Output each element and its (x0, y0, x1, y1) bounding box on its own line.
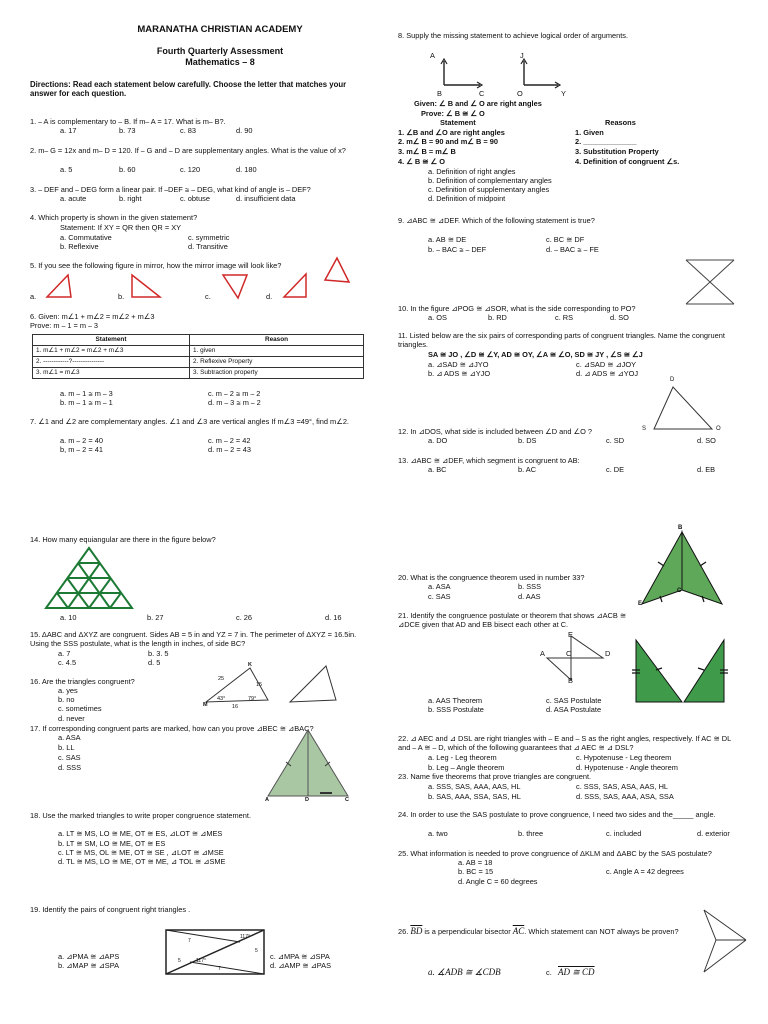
q25-option-b[interactable]: b. BC = 15 (458, 867, 494, 876)
q18-option-c[interactable]: c. LT ≅ MS, OL ≅ ME, OT ≅ SE , ⊿LOT ≅ ⊿MSE (58, 848, 224, 857)
q19-option-d[interactable]: d. ⊿AMP ≅ ⊿PAS (270, 961, 332, 970)
q8-reason-4: 4. Definition of congruent ∠s. (575, 157, 680, 166)
q5-option-b[interactable]: b. (118, 292, 125, 301)
q6-prove: Prove: m ⎯ 1 = m ⎯ 3 (30, 321, 98, 330)
q24-stem: 24. In order to use the SAS postulate to prove congruence, I need two sides and the_____ angle. (398, 810, 716, 819)
q17-label-a: A (265, 797, 269, 803)
q25-option-d[interactable]: d. Angle C = 60 degrees (458, 877, 538, 886)
q26-option-c-letter[interactable]: c. (546, 968, 552, 977)
q4-option-d[interactable]: d. Transitive (188, 242, 228, 251)
q10-option-c[interactable]: c. RS (555, 313, 574, 322)
q14-option-d[interactable]: d. 16 (325, 613, 342, 622)
q21-label-d: D (605, 649, 611, 658)
q5-option-c[interactable]: c. (205, 292, 211, 301)
q8-reason-1: 1. Given (575, 128, 604, 137)
q26-tail-text: . Which statement can NOT always be proven? (524, 927, 679, 936)
q21-option-a[interactable]: a. AAS Theorem (428, 696, 483, 705)
q15-option-d[interactable]: d. 5 (148, 658, 161, 667)
q12-triangle (650, 384, 720, 434)
q19-angle-1: 117° (240, 934, 250, 940)
q10-option-b[interactable]: b. RD (488, 313, 507, 322)
directions: Directions: Read each statement below carefully. Choose the letter that matches your answer for each question. (30, 80, 347, 99)
q6-option-c[interactable]: c. m ⎯ 2 ≅ m ⎯ 2 (208, 389, 261, 398)
table-row (33, 357, 364, 368)
q21-option-b[interactable]: b. SSS Postulate (428, 705, 484, 714)
q5-option-d-triangle (280, 270, 310, 302)
q14-option-c[interactable]: c. 26 (236, 613, 253, 622)
q15-option-c[interactable]: c. 4.5 (58, 658, 77, 667)
q10-option-d[interactable]: d. SO (610, 313, 629, 322)
subject-title: Mathematics – 8 (185, 57, 255, 67)
q11-option-d[interactable]: d. ⊿ ADS ≅ ⊿YOJ (576, 369, 639, 378)
q19-side-2: 5 (255, 948, 258, 954)
q19-figure (160, 920, 270, 980)
table-row (33, 368, 364, 379)
q1-option-b[interactable]: b. 73 (119, 126, 136, 135)
q6-proof-table (32, 334, 364, 379)
q19-option-c[interactable]: c. ⊿MPA ≅ ⊿SPA (270, 952, 330, 961)
q21-figure (545, 632, 615, 686)
q12-option-a[interactable]: a. DO (428, 436, 448, 445)
q20-label-e: E (638, 601, 643, 607)
q3-option-d[interactable]: d. insufficient data (236, 194, 296, 203)
q6-option-d[interactable]: d. m ⎯ 3 ≅ m ⎯ 2 (208, 398, 261, 407)
q11-stem: 11. Listed below are the six pairs of corresponding parts of congruent triangles. Name the congruent triangles. (398, 331, 725, 349)
q20-label-c: C (677, 588, 682, 594)
q16-side-25: 25 (218, 676, 225, 682)
q7-option-c[interactable]: c. m ⎯ 2 = 42 (208, 436, 251, 445)
q9-option-a[interactable]: a. AB ≅ DE (428, 235, 467, 244)
q8-label-j: J (520, 51, 524, 60)
q21-label-b: B (568, 676, 573, 685)
q12-label-o: O (716, 426, 721, 432)
q4-stem: 4. Which property is shown in the given statement? (30, 213, 198, 222)
q17-option-b[interactable]: b. LL (58, 743, 75, 752)
q6-row3-reason: 3. Subtraction property (190, 368, 364, 379)
q26-option-a[interactable]: a. ∡ADB ≅ ∡CDB (428, 967, 501, 977)
q7-option-b[interactable]: b, m ⎯ 2 = 41 (60, 445, 103, 454)
q3-stem: 3. ⎯ DEF and ⎯ DEG form a linear pair. If ⎯DEF ≅ ⎯ DEG, what kind of angle is ⎯ DEF? (30, 185, 311, 194)
q3-option-b[interactable]: b. right (119, 194, 142, 203)
q8-col-statement: Statement (440, 118, 476, 127)
q6-col-reason: Reason (190, 335, 364, 346)
q6-given: 6. Given: m∠1 + m∠2 = m∠2 + m∠3 (30, 312, 155, 321)
q7-option-d[interactable]: d. m ⎯ 2 = 43 (208, 445, 251, 454)
q5-option-a-triangle (44, 272, 74, 302)
q4-statement: Statement: If XY = QR then QR = XY (60, 223, 182, 232)
q7-stem: 7. ∠1 and ∠2 are complementary angles. ∠1 and ∠3 are vertical angles If m∠3 =49°, find m∠2. (30, 417, 349, 426)
q9-stem: 9. ⊿ABC ≅ ⊿DEF. Which of the following statement is true? (398, 216, 595, 225)
q10-stem: 10. In the figure ⊿POG ≅ ⊿SOR, what is the side corresponding to PO? (398, 304, 636, 313)
q21-option-d[interactable]: d. ASA Postulate (546, 705, 602, 714)
q13-option-d[interactable]: d. EB (697, 465, 716, 474)
q13-option-b[interactable]: b. AC (518, 465, 537, 474)
q6-row1-statement: 1. m∠1 + m∠2 = m∠2 + m∠3 (33, 346, 190, 357)
q12-label-d: D (670, 377, 675, 383)
q11-pairs: SA ≅ JO , ∠D ≅ ∠Y, AD ≅ OY, ∠A ≅ ∠O, SD ≅ JY , ∠S ≅ ∠J (428, 350, 643, 359)
q16-stem: 16. Are the triangles congruent? (30, 677, 135, 686)
q25-option-a[interactable]: a. AB = 18 (458, 858, 493, 867)
q6-row2-statement: 2. ------------?--------------- (33, 357, 190, 368)
q17-option-a[interactable]: a. ASA (58, 733, 81, 742)
q22-option-b[interactable]: b. Leg – Angle theorem (428, 763, 505, 772)
q18-stem: 18. Use the marked triangles to write proper congruence statement. (30, 811, 252, 820)
q14-option-b[interactable]: b. 27 (147, 613, 164, 622)
q3-option-a[interactable]: a. acute (60, 194, 87, 203)
q14-option-a[interactable]: a. 10 (60, 613, 77, 622)
q13-stem: 13. ⊿ABC ≅ ⊿DEF, which segment is congruent to AB: (398, 456, 580, 465)
q14-stem: 14. How many equiangular are there in the figure below? (30, 535, 216, 544)
q23-option-b[interactable]: b. SAS, AAA, SSA, SAS, HL (428, 792, 521, 801)
q20-figure (640, 528, 724, 612)
q17-option-d[interactable]: d. SSS (58, 763, 82, 772)
q22-option-d[interactable]: d. Hypotenuse - Angle theorem (576, 763, 678, 772)
q15-option-a[interactable]: a. 7 (58, 649, 71, 658)
q20-option-d[interactable]: d. AAS (518, 592, 541, 601)
q26-option-c[interactable]: AD ≅ CD (558, 967, 595, 977)
q18-option-d[interactable]: d. TL ≅ MS, LO ≅ ME, OT ≅ ME, ⊿ TOL ≅ ⊿SME (58, 857, 226, 866)
q8-label-b: B (437, 89, 442, 98)
q20-option-b[interactable]: b. SSS (518, 582, 542, 591)
q8-given: Given: ∠ B and ∠ O are right angles (414, 99, 542, 108)
school-name: MARANATHA CHRISTIAN ACADEMY (137, 24, 303, 35)
q5-option-b-triangle (128, 272, 164, 302)
q16-option-b[interactable]: b. no (58, 695, 75, 704)
q2-stem: 2. m⎯ G = 12x and m⎯ D = 120. If ⎯ G and ⎯ D are supplementary angles. What is the value of x? (30, 146, 346, 155)
assessment-title: Fourth Quarterly Assessment (156, 46, 284, 56)
q23-option-a[interactable]: a. SSS, SAS, AAA, AAS, HL (428, 782, 521, 791)
q3-option-c[interactable]: c. obtuse (180, 194, 210, 203)
q2-option-d[interactable]: d. 180 (236, 165, 257, 174)
q16-option-a[interactable]: a. yes (58, 686, 78, 695)
q8-prove: Prove: ∠ B ≅ ∠ O (421, 109, 485, 118)
q17-label-d: D (305, 797, 309, 803)
q19-side-1: 7 (188, 938, 191, 944)
q8-option-c[interactable]: c. Definition of supplementary angles (428, 185, 550, 194)
q13-option-a[interactable]: a. BC (428, 465, 447, 474)
q21-option-c[interactable]: c. SAS Postulate (546, 696, 602, 705)
q9-option-d[interactable]: d. ⎯ BAC ≅ ⎯ FE (546, 245, 599, 254)
q2-option-c[interactable]: c. 120 (180, 165, 201, 174)
q6-row1-reason: 1. given (190, 346, 364, 357)
q12-option-c[interactable]: c. SD (606, 436, 625, 445)
q8-angle-figure (430, 55, 570, 95)
q8-label-c: C (479, 89, 485, 98)
q21-label-c: C (566, 649, 572, 658)
q24-option-d[interactable]: d. exterior (697, 829, 730, 838)
q15-stem: 15. ΔABC and ΔXYZ are congruent. Sides AB = 5 in and YZ = 7 in. The perimeter of ΔXYZ = 16.5in. Using the SSS postulate, what is the length in inches, of side BC? (30, 630, 357, 648)
q19-option-a[interactable]: a. ⊿PMA ≅ ⊿APS (58, 952, 120, 961)
q25-stem: 25. What information is needed to prove congruence of ΔKLM and ΔABC by the SAS postulate? (398, 849, 712, 858)
q8-statement-3: 3. m∠ B = m∠ B (398, 147, 456, 156)
q1-stem: 1. ⎯ A is complementary to ⎯ B. If m⎯ A = 17. What is m⎯ B?. (30, 117, 226, 126)
q22-option-a[interactable]: a. Leg - Leg theorem (428, 753, 497, 762)
q5-option-a[interactable]: a. (30, 292, 37, 301)
q12-stem: 12. In ⊿DOS, what side is included between ∠D and ∠O ? (398, 427, 593, 436)
q16-angle-79: 79° (248, 696, 257, 702)
q26-segment-ac: $\overline{AC}$ (512, 926, 525, 936)
q1-option-a[interactable]: a. 17 (60, 126, 77, 135)
q4-option-c[interactable]: c. symmetric (188, 233, 230, 242)
q5-stem: 5. If you see the following figure in mirror, how the mirror image will look like? (30, 261, 282, 270)
q17-label-c: C (345, 797, 349, 803)
q9-option-c[interactable]: c. BC ≅ DF (546, 235, 585, 244)
q16-side-15: 15 (256, 682, 263, 688)
q11-option-a[interactable]: a. ⊿SAD ≅ ⊿JYO (428, 360, 489, 369)
q21-label-e: E (568, 630, 573, 639)
q20-stem: 20. What is the congruence theorem used in number 33? (398, 573, 585, 582)
q9-option-b[interactable]: b. ⎯ BAC ≅ ⎯ DEF (428, 245, 487, 254)
q12-option-d[interactable]: d. SO (697, 436, 716, 445)
q19-side-3: 5 (178, 958, 181, 964)
q2-option-a[interactable]: a. 5 (60, 165, 73, 174)
q16-label-k: K (248, 662, 252, 668)
q20-label-b: B (678, 525, 683, 531)
q17-stem: 17. If corresponding congruent parts are marked, how can you prove ⊿BEC ≅ ⊿BAC? (30, 724, 314, 733)
q17-option-c[interactable]: c. SAS (58, 753, 81, 762)
q8-statement-1: 1. ∠B and ∠O are right angles (398, 128, 505, 137)
q21-side-figure (628, 632, 740, 708)
q8-label-a: A (430, 51, 435, 60)
q18-option-b[interactable]: b. LT ≅ SM, LO ≅ ME, OT ≅ ES (58, 839, 166, 848)
q4-option-b[interactable]: b. Reflexive (60, 242, 99, 251)
q26-segment-bd: $\overline{BD}$ (410, 926, 423, 936)
q20-option-a[interactable]: a. ASA (428, 582, 451, 591)
q23-option-c[interactable]: c. SSS, SAS, ASA, AAS, HL (576, 782, 669, 791)
q16-option-c[interactable]: c. sometimes (58, 704, 102, 713)
q23-stem: 23. Name five theorems that prove triangles are congruent. (398, 772, 592, 781)
q13-option-c[interactable]: c. DE (606, 465, 625, 474)
q6-row2-reason: 2. Reflexive Property (190, 357, 364, 368)
q24-option-a[interactable]: a. two (428, 829, 448, 838)
q16-option-d[interactable]: d. never (58, 714, 85, 723)
q14-triangle-grid (44, 546, 134, 612)
q9-bowtie-figure (680, 254, 740, 310)
q18-option-a[interactable]: a. LT ≅ MS, LO ≅ ME, OT ≅ ES, ⊿LOT ≅ ⊿MES (58, 829, 223, 838)
q22-stem: 22. ⊿ AEC and ⊿ DSL are right triangles with ⎯ E and ⎯ S as the right angles, respectively. If AC ≅ DL and ⎯ A ≅ ⎯ D, which of the following guarantees that ⊿ AEC ≅ ⊿ DSL? (398, 734, 731, 752)
q5-given-triangle (322, 255, 352, 285)
q7-option-a[interactable]: a. m ⎯ 2 = 40 (60, 436, 103, 445)
q10-option-a[interactable]: a. OS (428, 313, 447, 322)
q24-option-c[interactable]: c. included (606, 829, 642, 838)
q16-angle-43: 43° (217, 696, 226, 702)
q8-reason-2: 2. _____________ (575, 137, 637, 146)
q19-stem: 19. Identify the pairs of congruent right triangles . (30, 905, 191, 914)
q5-option-c-triangle (220, 272, 250, 302)
q19-side-4: 7 (218, 966, 221, 972)
q1-option-d[interactable]: d. 90 (236, 126, 253, 135)
q15-option-b[interactable]: b. 3. 5 (148, 649, 169, 658)
q25-option-c[interactable]: c. Angle A = 42 degrees (606, 867, 684, 876)
q8-statement-4: 4. ∠ B ≅ ∠ O (398, 157, 445, 166)
q4-option-a[interactable]: a. Commutative (60, 233, 112, 242)
q6-option-b[interactable]: b. m ⎯ 1 ≅ m ⎯ 1 (60, 398, 113, 407)
q11-option-c[interactable]: c. ⊿SAD ≅ ⊿JOY (576, 360, 637, 369)
table-row (33, 346, 364, 357)
q11-option-b[interactable]: b. ⊿ ADS ≅ ⊿YJO (428, 369, 491, 378)
q16-side-16: 16 (232, 704, 239, 710)
q6-row3-statement: 3. m∠1 = m∠3 (33, 368, 190, 379)
q6-option-a[interactable]: a. m ⎯ 1 ≅ m ⎯ 3 (60, 389, 113, 398)
q12-label-s: S (642, 426, 647, 432)
q26-stem (398, 926, 698, 937)
q6-col-statement: Statement (33, 335, 190, 346)
q19-option-b[interactable]: b. ⊿MAP ≅ ⊿SPA (58, 961, 120, 970)
q23-option-d[interactable]: d. SSS, SAS, AAA, ASA, SSA (576, 792, 674, 801)
q8-option-d[interactable]: d. Definition of midpoint (428, 194, 506, 203)
q21-label-a: A (540, 649, 545, 658)
q8-label-y: Y (561, 89, 566, 98)
q22-option-c[interactable]: c. Hypotenuse - Leg theorem (576, 753, 672, 762)
q8-label-o: O (517, 89, 523, 98)
q21-stem: 21. Identify the congruence postulate or theorem that shows ⊿ACB ≅ ⊿DCE given that AD and EB bisect each other at C. (398, 611, 627, 629)
q8-reason-3: 3. Substitution Property (575, 147, 659, 156)
q20-option-c[interactable]: c. SAS (428, 592, 451, 601)
q2-option-b[interactable]: b. 60 (119, 165, 136, 174)
q16-label-m: M (203, 702, 208, 708)
q26-kite-figure (700, 906, 750, 978)
q24-option-b[interactable]: b. three (518, 829, 544, 838)
q8-statement-2: 2. m∠ B = 90 and m∠ B = 90 (398, 137, 498, 146)
q8-option-a[interactable]: a. Definition of right angles (428, 167, 516, 176)
q5-option-d[interactable]: d. (266, 292, 273, 301)
q8-stem: 8. Supply the missing statement to achieve logical order of arguments. (398, 31, 629, 40)
q12-option-b[interactable]: b. DS (518, 436, 537, 445)
q19-angle-2: 117° (196, 958, 206, 964)
q17-figure (262, 728, 354, 800)
q26-mid-text: is a perpendicular bisector (422, 927, 513, 936)
q8-option-b[interactable]: b. Definition of complementary angles (428, 176, 552, 185)
q26-number: 26. (398, 927, 409, 936)
q1-option-c[interactable]: c. 83 (180, 126, 197, 135)
q8-col-reasons: Reasons (605, 118, 636, 127)
